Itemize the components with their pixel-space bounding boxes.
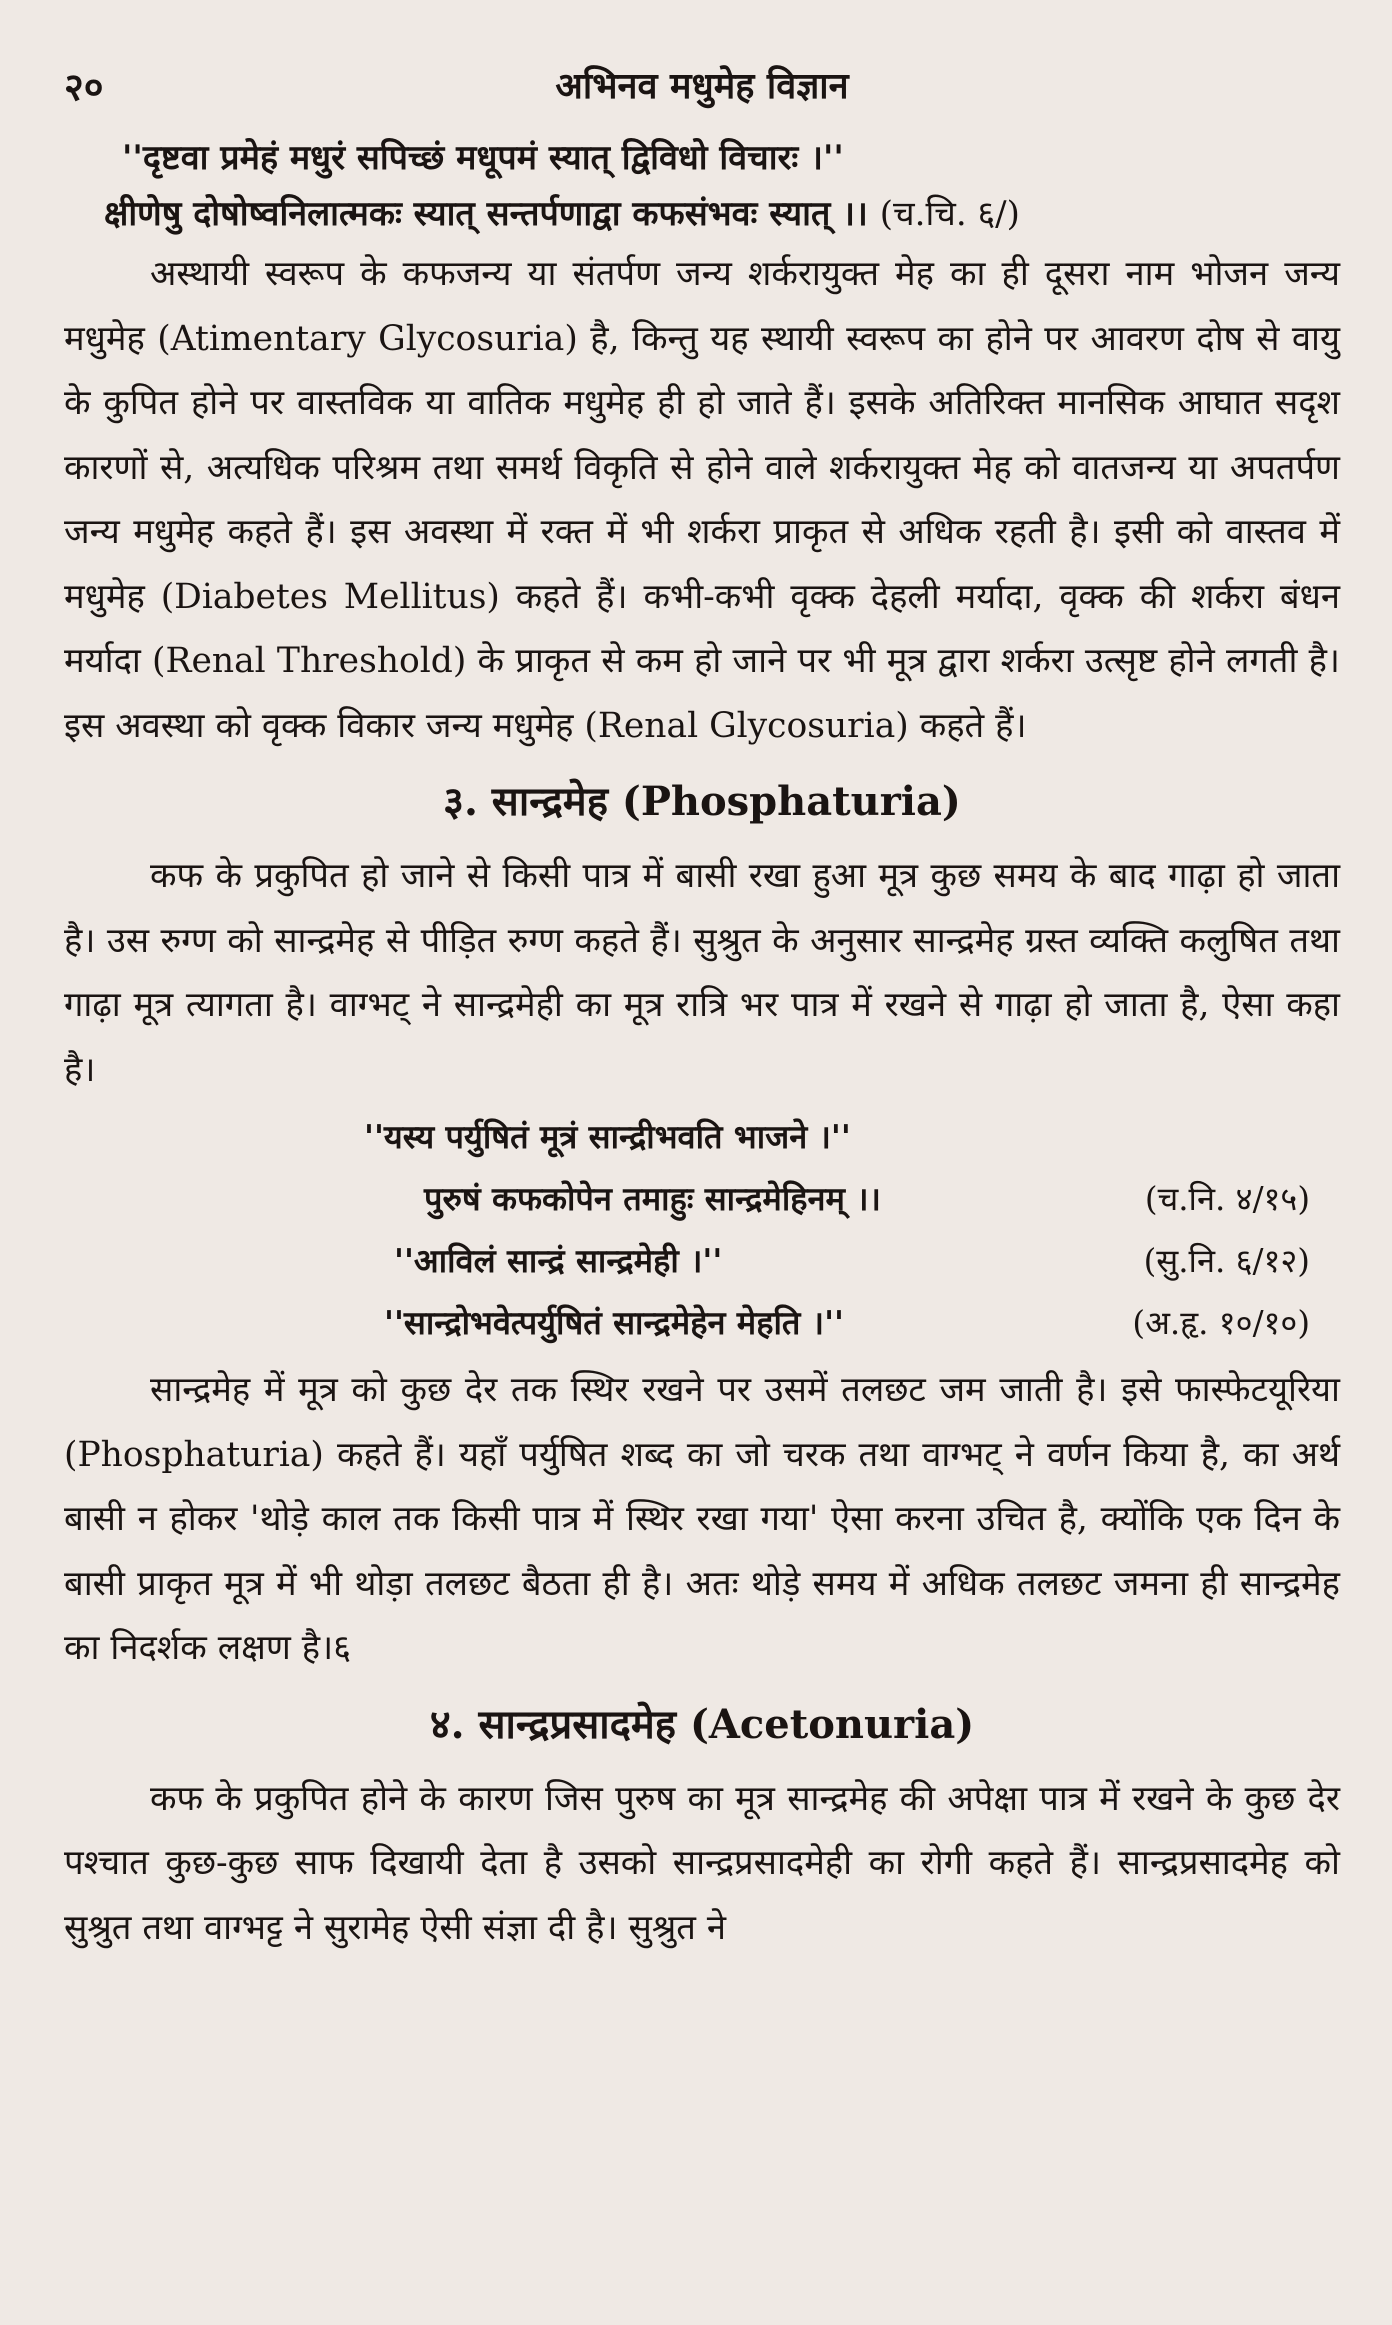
- quote-line: [64, 1230, 1340, 1292]
- section-heading-acetonuria: ४. सान्द्रप्रसादमेह (Acetonuria): [429, 1700, 975, 1748]
- quote-reference: (सु.नि. ६/१२): [1143, 1242, 1310, 1280]
- paragraph-glycosuria: अस्थायी स्वरूप के कफजन्य या संतर्पण जन्य शर्करायुक्त मेह का ही दूसरा नाम भोजन जन्य मधुमेह (Atimentary Glycosuria) है, किन्तु यह स्थायी स्वरूप का होने पर आवरण दोष से वायु के कुपित होने पर वास्तविक या वातिक मधुमेह ही हो जाते हैं। इसके अतिरिक्त मानसिक आघात सदृश कारणों से, अत्यधिक परिश्रम तथा समर्थ विकृति से होने वाले शर्करायुक्त मेह को वातजन्य या अपतर्पण जन्य मधुमेह कहते हैं। इस अवस्था में रक्त में भी शर्करा प्राकृत से अधिक रहती है। इसी को वास्तव में मधुमेह (Diabetes Mellitus) कहते हैं। कभी-कभी वृक्क देहली मर्यादा, वृक्क की शर्करा बंधन मर्यादा (Renal Threshold) के प्राकृत से कम हो जाने पर भी मूत्र द्वारा शर्करा उत्सृष्ट होने लगती है। इस अवस्था को वृक्क विकार जन्य मधुमेह (Renal Glycosuria) कहते हैं।: [64, 254, 1340, 746]
- page-header: [64, 60, 1340, 130]
- quote-line: [64, 1168, 1340, 1230]
- quote-text: ''यस्य पर्युषितं मूत्रं सान्द्रीभवति भाजने ।'': [364, 1117, 851, 1156]
- page-number: २०: [64, 64, 104, 109]
- running-title: अभिनव मधुमेह विज्ञान: [555, 65, 849, 107]
- verse-reference: (च.चि. ६/): [879, 194, 1020, 234]
- section-heading-phosphaturia: ३. सान्द्रमेह (Phosphaturia): [443, 778, 961, 825]
- quote-line: [64, 1106, 1340, 1168]
- verse-top: [64, 130, 1340, 242]
- verse-line-1: ''दृष्टवा प्रमेहं मधुरं सपिच्छं मधूपमं स्यात् द्विविधो विचारः ।'': [122, 138, 844, 178]
- verse-line-2: [64, 186, 1340, 242]
- quote-line: [64, 1292, 1340, 1354]
- paragraph-sandrameha: कफ के प्रकुपित हो जाने से किसी पात्र में बासी रखा हुआ मूत्र कुछ समय के बाद गाढ़ा हो जाता है। उस रुग्ण को सान्द्रमेह से पीड़ित रुग्ण कहते हैं। सुश्रुत के अनुसार सान्द्रमेह ग्रस्त व्यक्ति कलुषित तथा गाढ़ा मूत्र त्यागता है। वाग्भट् ने सान्द्रमेही का मूत्र रात्रि भर पात्र में रखने से गाढ़ा हो जाता है, ऐसा कहा है।: [64, 856, 1340, 1090]
- paragraph-acetonuria: कफ के प्रकुपित होने के कारण जिस पुरुष का मूत्र सान्द्रमेह की अपेक्षा पात्र में रखने के कुछ देर पश्चात कुछ-कुछ साफ दिखायी देता है उसको सान्द्रप्रसादमेही का रोगी कहते हैं। सान्द्रप्रसादमेह को सुश्रुत तथा वाग्भट्ट ने सुरामेह ऐसी संज्ञा दी है। सुश्रुत ने: [64, 1778, 1340, 1948]
- quote-text: ''सान्द्रोभवेत्पर्युषितं सान्द्रमेहेन मेहति ।'': [384, 1303, 844, 1342]
- quote-reference: (च.नि. ४/१५): [1144, 1180, 1310, 1218]
- quote-text: ''आविलं सान्द्रं सान्द्रमेही ।'': [394, 1241, 723, 1280]
- paragraph-phosphaturia: सान्द्रमेह में मूत्र को कुछ देर तक स्थिर रखने पर उसमें तलछट जम जाती है। इसे फास्फेटयूरिया (Phosphaturia) कहते हैं। यहाँ पर्युषित शब्द का जो चरक तथा वाग्भट् ने वर्णन किया है, का अर्थ बासी न होकर 'थोड़े काल तक किसी पात्र में स्थिर रखा गया' ऐसा करना उचित है, क्योंकि एक दिन के बासी प्राकृत मूत्र में भी थोड़ा तलछट बैठता ही है। अतः थोड़े समय में अधिक तलछट जमना ही सान्द्रमेह का निदर्शक लक्षण है।६: [64, 1370, 1340, 1668]
- quote-reference: (अ.हृ. १०/१०): [1132, 1304, 1310, 1342]
- quote-block: [64, 1106, 1340, 1354]
- verse-line-2-text: क्षीणेषु दोषोष्वनिलात्मकः स्यात् सन्तर्पणाद्वा कफसंभवः स्यात् ।।: [104, 194, 868, 234]
- quote-text: पुरुषं कफकोपेन तमाहुः सान्द्रमेहिनम् ।।: [424, 1179, 881, 1218]
